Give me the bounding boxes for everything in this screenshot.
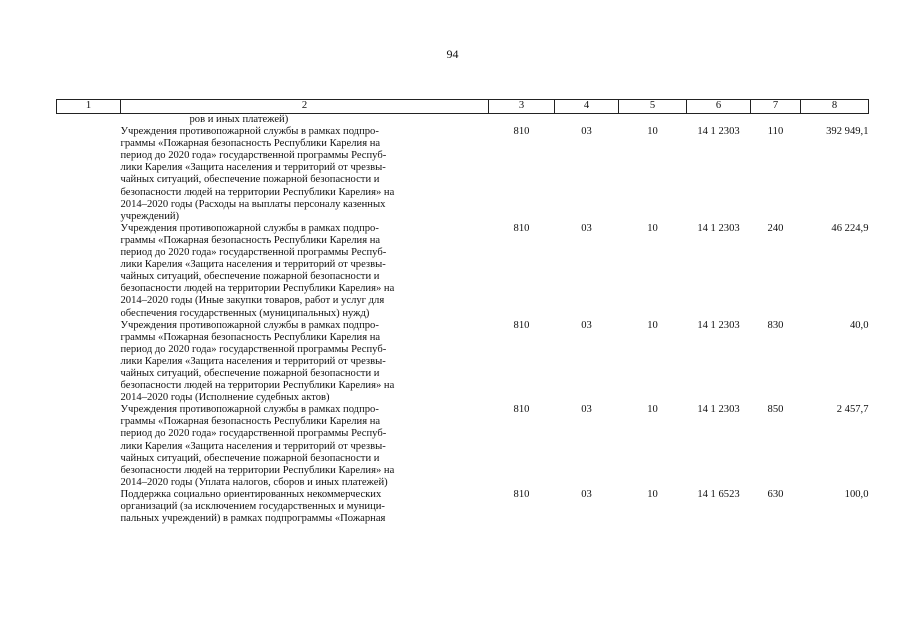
cell-5: 10 [647, 404, 658, 416]
table-row [57, 223, 869, 320]
cell-4: 03 [581, 126, 592, 138]
cell-1 [57, 489, 121, 525]
cell-3: 810 [513, 222, 530, 234]
col-header-5: 5 [619, 100, 687, 114]
description-line: граммы «Пожарная безопасность Республики Карелия на [120, 331, 381, 343]
cell-8: 392 949,1 [826, 126, 869, 138]
description-line: чайных ситуаций, обеспечение пожарной безопасности и [120, 174, 380, 186]
description-line: период до 2020 года» государственной программы Респуб- [120, 343, 387, 355]
description-line: Поддержка социально ориентированных некоммерческих [120, 488, 382, 500]
description-line: 2014–2020 годы (Исполнение судебных актов) [120, 392, 330, 404]
cell-7: 850 [767, 404, 784, 416]
description-line: 2014–2020 годы (Расходы на выплаты персоналу казенных [120, 198, 386, 210]
cell-4: 03 [581, 488, 592, 500]
row-description [121, 489, 489, 525]
page-number: 94 [446, 47, 459, 61]
cell-6: 14 1 2303 [697, 126, 740, 138]
col-header-7: 7 [751, 100, 801, 114]
cell-4: 03 [581, 319, 592, 331]
cell-8: 2 457,7 [836, 404, 869, 416]
row-description [121, 320, 489, 405]
description-line: 2014–2020 годы (Иные закупки товаров, работ и услуг для [120, 295, 385, 307]
description-line: период до 2020 года» государственной программы Респуб- [120, 428, 387, 440]
cell-7: 240 [767, 222, 784, 234]
description-line: граммы «Пожарная безопасность Республики Карелия на [120, 138, 381, 150]
cell-3: 810 [513, 319, 530, 331]
description-line: 2014–2020 годы (Уплата налогов, сборов и иных платежей) [120, 476, 388, 488]
col-header-4: 4 [555, 100, 619, 114]
description-line: обеспечения государственных (муниципальных) нужд) [120, 307, 370, 319]
description-line: граммы «Пожарная безопасность Республики Карелия на [120, 416, 381, 428]
col-header-3: 3 [489, 100, 555, 114]
cell-8: 46 224,9 [831, 222, 869, 234]
description-line: период до 2020 года» государственной программы Респуб- [120, 247, 387, 259]
cell-6: 14 1 2303 [697, 319, 740, 331]
continuation-row [57, 114, 869, 127]
table-row [57, 126, 869, 223]
cell-7: 830 [767, 319, 784, 331]
cell-7: 630 [767, 488, 784, 500]
cell-3: 810 [513, 126, 530, 138]
description-line: организаций (за исключением государственных и муници- [120, 501, 385, 512]
cell-4: 03 [581, 222, 592, 234]
cell-6: 14 1 6523 [697, 488, 740, 500]
description-line: Учреждения противопожарной службы в рамках подпро- [120, 319, 379, 331]
header-row [57, 100, 869, 114]
cell-5: 10 [647, 222, 658, 234]
description-line: Учреждения противопожарной службы в рамках подпро- [120, 126, 379, 138]
description-line: лики Карелия «Защита населения и территорий от чрезвы- [120, 440, 386, 452]
description-line: лики Карелия «Защита населения и территорий от чрезвы- [120, 162, 386, 174]
description-line: Учреждения противопожарной службы в рамках подпро- [120, 222, 379, 234]
col-header-2: 2 [121, 100, 489, 114]
description-line: чайных ситуаций, обеспечение пожарной безопасности и [120, 271, 380, 283]
description-line: чайных ситуаций, обеспечение пожарной безопасности и [120, 367, 380, 379]
description-line: безопасности людей на территории Республики Карелия» на [120, 380, 395, 392]
cell-5: 10 [647, 319, 658, 331]
description-line: безопасности людей на территории Республики Карелия» на [120, 283, 395, 295]
cell-1 [57, 404, 121, 489]
row-description [121, 404, 489, 489]
table-row [57, 320, 869, 405]
col-header-8: 8 [801, 100, 869, 114]
table-row [57, 404, 869, 489]
description-line: лики Карелия «Защита населения и территорий от чрезвы- [120, 355, 386, 367]
cell-1 [57, 320, 121, 405]
col-header-1: 1 [57, 100, 121, 114]
cell-7: 110 [767, 126, 784, 138]
description-line: пальных учреждений) в рамках подпрограммы «Пожарная [120, 513, 386, 525]
cell-1 [57, 126, 121, 223]
continuation-text: ров и иных платежей) [189, 114, 289, 125]
description-line: учреждений) [120, 210, 180, 222]
row-description [121, 223, 489, 320]
budget-table [56, 99, 869, 525]
description-line: безопасности людей на территории Республики Карелия» на [120, 464, 395, 476]
cell-3: 810 [513, 404, 530, 416]
description-line: период до 2020 года» государственной программы Респуб- [120, 150, 387, 162]
cell-6: 14 1 2303 [697, 222, 740, 234]
description-line: Учреждения противопожарной службы в рамках подпро- [120, 404, 379, 416]
cell-3: 810 [513, 488, 530, 500]
description-line: безопасности людей на территории Республики Карелия» на [120, 186, 395, 198]
cell-6: 14 1 2303 [697, 404, 740, 416]
table-row [57, 489, 869, 525]
cell-8: 40,0 [849, 319, 869, 331]
cell-5: 10 [647, 488, 658, 500]
cell-1 [57, 223, 121, 320]
description-line: лики Карелия «Защита населения и территорий от чрезвы- [120, 259, 386, 271]
cell-8: 100,0 [844, 488, 869, 500]
row-description [121, 126, 489, 223]
cell-4: 03 [581, 404, 592, 416]
cell-5: 10 [647, 126, 658, 138]
description-line: чайных ситуаций, обеспечение пожарной безопасности и [120, 452, 380, 464]
col-header-6: 6 [687, 100, 751, 114]
description-line: граммы «Пожарная безопасность Республики Карелия на [120, 234, 381, 246]
